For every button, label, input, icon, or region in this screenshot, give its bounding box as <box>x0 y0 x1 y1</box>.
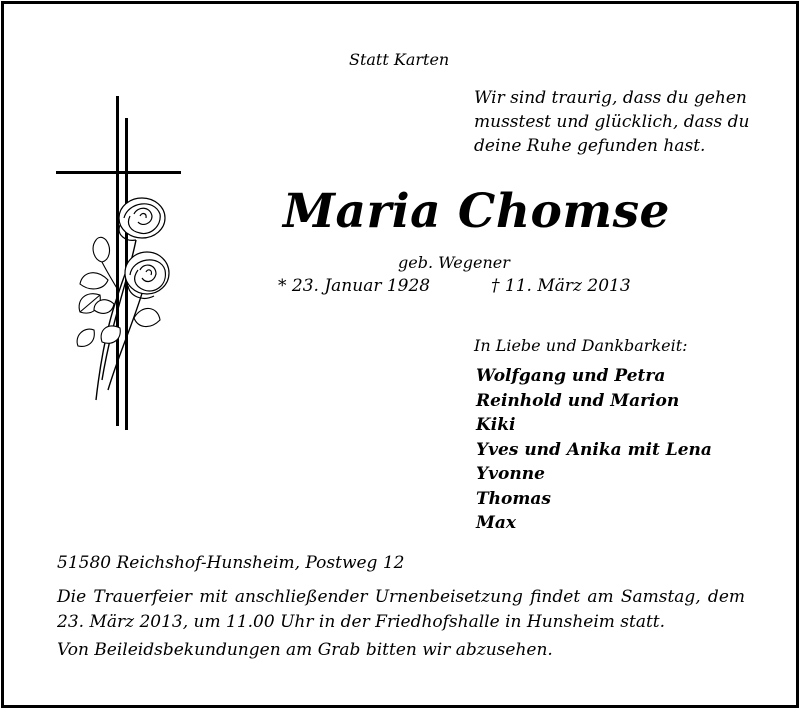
address-line: 51580 Reichshof-Hunsheim, Postweg 12 <box>57 553 405 573</box>
mourner-name: Yvonne <box>476 464 545 484</box>
mourner-name: Reinhold und Marion <box>476 390 680 411</box>
ceremony-text: Die Trauerfeier mit anschließender Urnenbeisetzung findet am Samstag, dem 23. März 2013, um 11.00 Uhr in der Friedhofshalle in Hunsheim statt. <box>57 587 745 632</box>
mourners-list <box>476 364 712 536</box>
quote-line: musstest und glücklich, dass du <box>474 112 750 132</box>
statt-karten-label: Statt Karten <box>349 50 450 69</box>
quote-block <box>474 86 750 158</box>
mourner-name: Kiki <box>476 415 516 435</box>
mourner-name: Wolfgang und Petra <box>476 366 666 386</box>
birth-date: * 23. Januar 1928 <box>278 276 431 296</box>
mourner-name: Yves und Anika mit Lena <box>476 439 712 460</box>
cross-with-roses-icon <box>50 90 190 435</box>
quote-line: deine Ruhe gefunden hast. <box>474 136 706 156</box>
maiden-name: geb. Wegener <box>398 253 510 272</box>
deceased-name: Maria Chomse <box>283 184 670 239</box>
condolences-note: Von Beileidsbekundungen am Grab bitten wir abzusehen. <box>57 640 553 660</box>
death-date: † 11. März 2013 <box>491 276 631 296</box>
mourner-name: Thomas <box>476 488 551 509</box>
mourners-intro: In Liebe und Dankbarkeit: <box>474 336 688 355</box>
quote-line: Wir sind traurig, dass du gehen <box>474 88 747 108</box>
mourner-name: Max <box>476 513 516 533</box>
